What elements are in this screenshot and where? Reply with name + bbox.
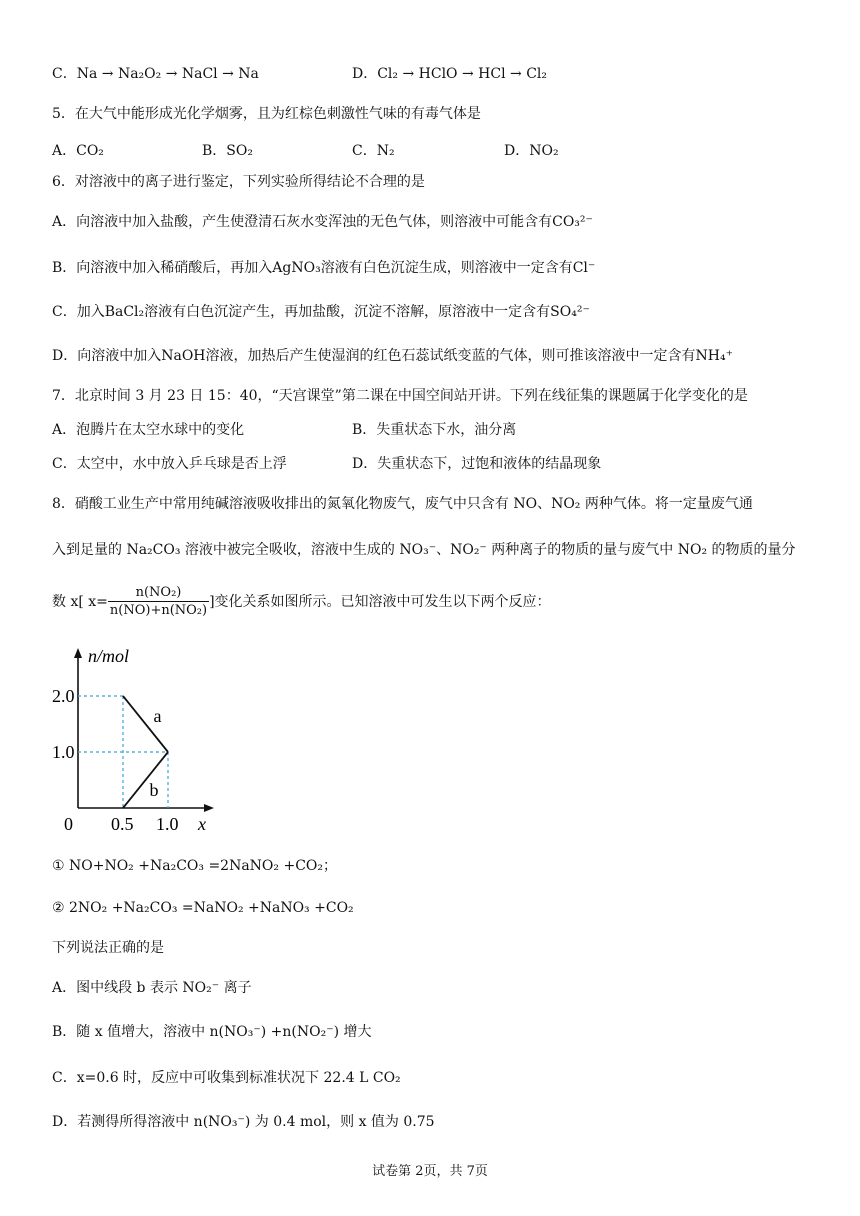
q5-stem: 5．在大气中能形成光化学烟雾，且为红棕色刺激性气味的有毒气体是 [52, 106, 481, 122]
q6-option-d: D．向溶液中加入NaOH溶液，加热后产生使湿润的红色石蕊试纸变蓝的气体，则可推该溶液中一定含有NH₄⁺ [52, 348, 733, 364]
y-axis-label: n/mol [88, 646, 130, 666]
series-label-b: b [149, 780, 159, 800]
q8-option-c: C．x=0.6 时，反应中可收集到标准状况下 22.4 L CO₂ [52, 1070, 401, 1086]
q8-equation-1: ① NO+NO₂ +Na₂CO₃ =2NaNO₂ +CO₂； [52, 858, 337, 874]
series-line-b [123, 752, 168, 808]
q8-stem-line3 [52, 584, 551, 620]
q5-option-c: C．N₂ [352, 143, 395, 159]
q8-option-d: D．若测得所得溶液中 n(NO₃⁻) 为 0.4 mol，则 x 值为 0.75 [52, 1114, 435, 1130]
q7-option-c: C．太空中，水中放入乒乓球是否上浮 [52, 456, 287, 472]
q8-x-fraction [108, 585, 209, 620]
q5-option-a: A．CO₂ [52, 143, 104, 159]
q7-option-a: A．泡腾片在太空水球中的变化 [52, 422, 245, 438]
q8-ask: 下列说法正确的是 [52, 940, 164, 956]
q6-option-b: B．向溶液中加入稀硝酸后，再加入AgNO₃溶液有白色沉淀生成，则溶液中一定含有Cl⁻ [52, 260, 596, 276]
x-tick-label: 1.0 [156, 814, 179, 834]
q5-option-d: D．NO₂ [504, 143, 559, 159]
q6-stem: 6．对溶液中的离子进行鉴定，下列实验所得结论不合理的是 [52, 174, 425, 190]
page-footer: 试卷第 2页，共 7页 [372, 1164, 488, 1179]
q6-option-a: A．向溶液中加入盐酸，产生使澄清石灰水变浑浊的无色气体，则溶液中可能含有CO₃²⁻ [52, 214, 593, 230]
q8-x-definition-suffix: ]变化关系如图所示。已知溶液中可发生以下两个反应： [209, 594, 551, 610]
series-label-a: a [153, 706, 162, 726]
q7-option-b: B．失重状态下水，油分离 [352, 422, 517, 438]
q4-option-c: C．Na → Na₂O₂ → NaCl → Na [52, 66, 259, 82]
x-axis-label: x [198, 814, 206, 834]
y-tick-label: 1.0 [52, 742, 75, 762]
q8-stem-line1: 8．硝酸工业生产中常用纯碱溶液吸收排出的氮氧化物废气，废气中只含有 NO、NO₂ 两种气体。将一定量废气通 [52, 496, 753, 512]
q8-option-b: B．随 x 值增大，溶液中 n(NO₃⁻) +n(NO₂⁻) 增大 [52, 1024, 372, 1040]
q8-equation-2: ② 2NO₂ +Na₂CO₃ =NaNO₂ +NaNO₃ +CO₂ [52, 900, 354, 916]
q7-stem: 7．北京时间 3 月 23 日 15：40，“天宫课堂”第二课在中国空间站开讲。下列在线征集的课题属于化学变化的是 [52, 388, 748, 404]
q8-x-definition-prefix: 数 x[ x= [52, 594, 108, 610]
q4-option-d: D．Cl₂ → HClO → HCl → Cl₂ [352, 66, 547, 82]
q6-option-c: C．加入BaCl₂溶液有白色沉淀产生，再加盐酸，沉淀不溶解，原溶液中一定含有SO₄²⁻ [52, 304, 590, 320]
fraction-numerator: n(NO₂) [108, 585, 209, 602]
x-tick-label: 0.5 [111, 814, 134, 834]
fraction-denominator: n(NO)+n(NO₂) [109, 602, 208, 618]
q8-chart [50, 640, 250, 840]
x-axis-arrow [204, 804, 214, 812]
y-axis-arrow [74, 648, 82, 658]
y-tick-label: 2.0 [52, 686, 75, 706]
q8-option-a: A．图中线段 b 表示 NO₂⁻ 离子 [52, 980, 252, 996]
q8-stem-line2: 入到足量的 Na₂CO₃ 溶液中被完全吸收，溶液中生成的 NO₃⁻、NO₂⁻ 两种离子的物质的量与废气中 NO₂ 的物质的量分 [52, 542, 796, 558]
origin-label: 0 [64, 814, 73, 834]
q5-option-b: B．SO₂ [202, 143, 253, 159]
q7-option-d: D．失重状态下，过饱和液体的结晶现象 [352, 456, 602, 472]
